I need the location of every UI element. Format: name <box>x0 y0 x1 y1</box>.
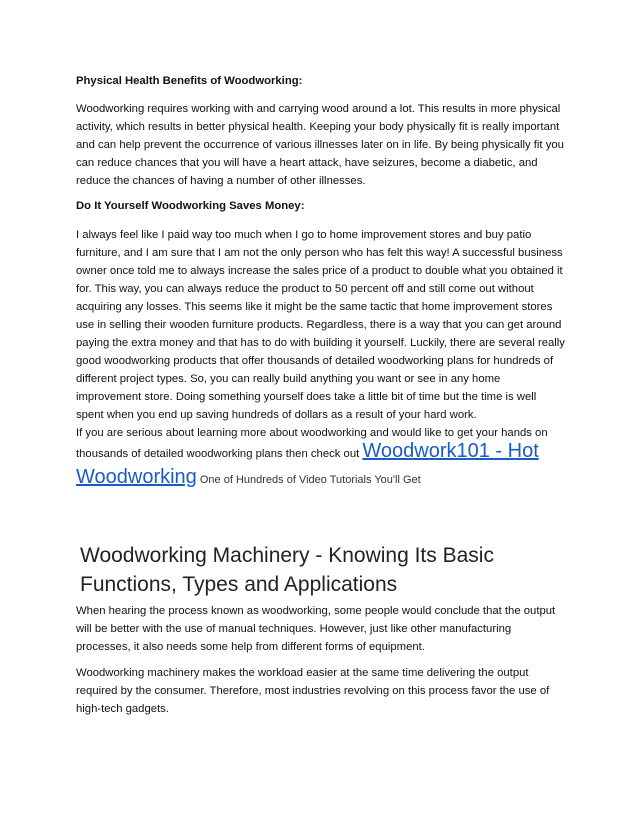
cta-paragraph <box>76 424 566 492</box>
section-heading-health: Physical Health Benefits of Woodworking: <box>76 75 303 87</box>
woodwork101-link[interactable]: Woodwork101 - Hot <box>362 440 539 462</box>
section-heading-money: Do It Yourself Woodworking Saves Money: <box>76 200 305 212</box>
section-title-machinery: Woodworking Machinery - Knowing Its Basic Functions, Types and Applications <box>80 544 494 596</box>
cta-line1: If you are serious about learning more about woodworking and would like to get your hands on <box>76 427 548 439</box>
cta-tail-text: One of Hundreds of Video Tutorials You'll Get <box>196 474 421 486</box>
paragraph-machinery-2: Woodworking machinery makes the workload easier at the same time delivering the output required by the consumer. Therefore, most industries revolving on this process favor the use of high-tech gadgets. <box>76 667 550 715</box>
paragraph-money: I always feel like I paid way too much when I go to home improvement stores and buy patio furniture, and I am sure that I am not the only person who has felt this way! A successful business owner once told me to always increase the sales price of a product to double what you obtained it for. This way, you can always reduce the product to 50 percent off and still come out without acquiring any losses. This seems like it might be the same tactic that home improvement stores use in selling their wooden furniture products. Regardless, there is a way that you can get around paying the extra money and that has to do with building it yourself. Luckily, there are several really good woodworking products that offer thousands of detailed woodworking plans for hundreds of different project types. So, you can really build anything you want or see in any home improvement store. Doing something yourself does take a little bit of time but the time is well spent when you end up saving hundreds of dollars as a result of your hard work. <box>76 229 565 421</box>
cta-line2-prefix: thousands of detailed woodworking plans then check out <box>76 448 363 460</box>
paragraph-machinery-1: When hearing the process known as woodworking, some people would conclude that the output will be better with the use of manual techniques. However, just like other manufacturing processes, it also needs some help from different forms of equipment. <box>76 605 556 653</box>
woodwork101-link-continued[interactable]: Woodworking <box>76 466 197 488</box>
paragraph-health: Woodworking requires working with and carrying wood around a lot. This results in more physical activity, which results in better physical health. Keeping your body physically fit is really important and can help prevent the occurrence of various illnesses later on in life. By being physically fit you can reduce chances that you will have a heart attack, have seizures, become a diabetic, and reduce the chances of having a number of other illnesses. <box>76 103 564 187</box>
